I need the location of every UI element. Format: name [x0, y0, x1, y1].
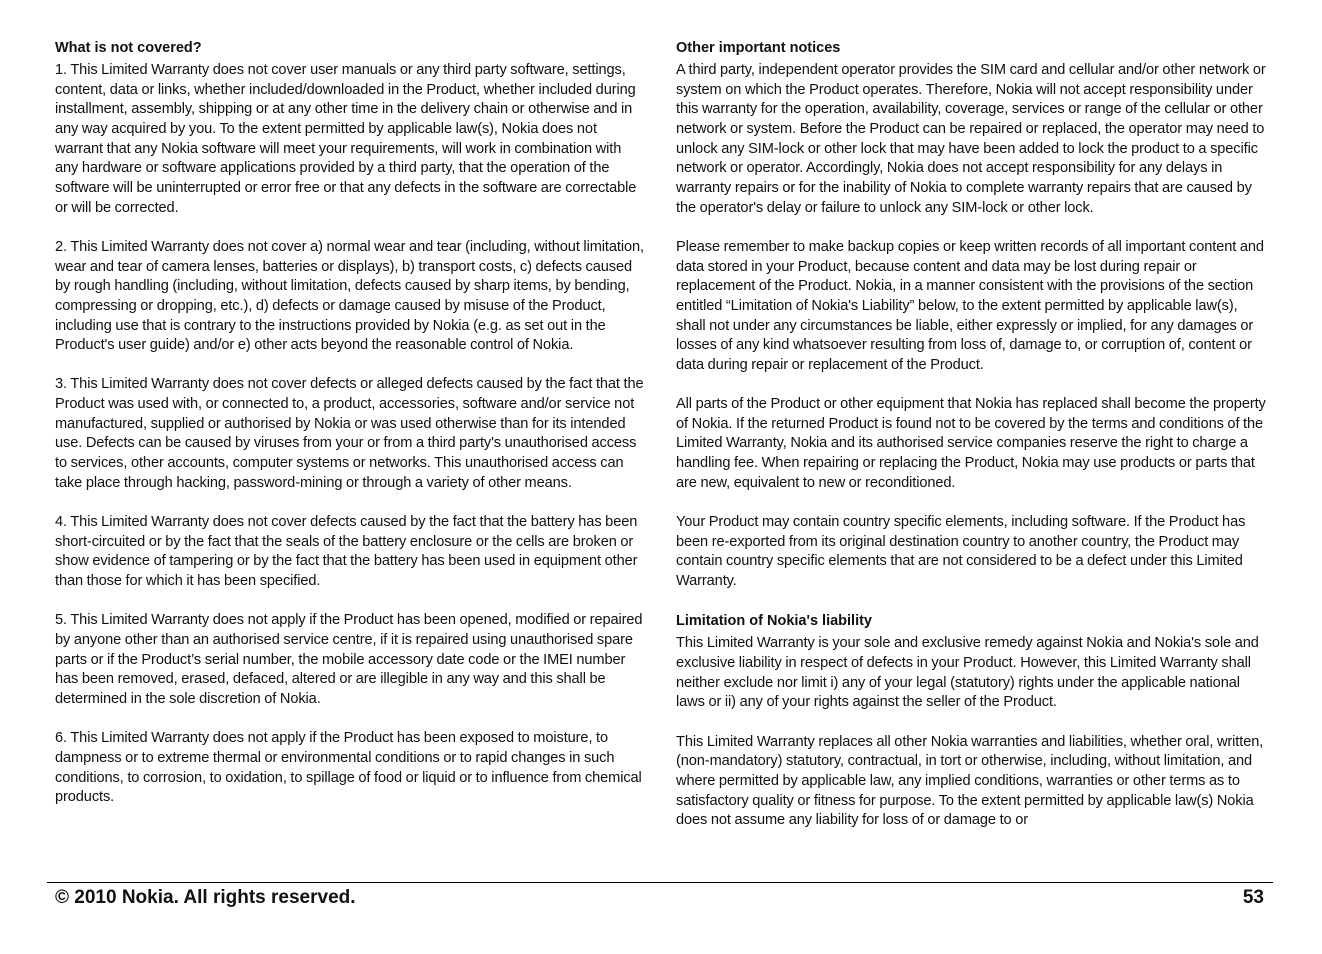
section-heading-liability: Limitation of Nokia's liability [676, 613, 872, 630]
footer-copyright: © 2010 Nokia. All rights reserved. [55, 887, 356, 908]
paragraph-not-covered-3: 3. This Limited Warranty does not cover defects or alleged defects caused by the fact that the Product was used with, or connected to, a product, accessories, software and/or service not manufactured, supplied or authorised by Nokia or was used otherwise than for its intended use. Defects can be caused by viruses from your or from a third party's unauthorised access to services, other accounts, computer systems or networks. This unauthorised access can take place through hacking, password-mining or through a variety of other means. [55, 376, 644, 491]
paragraph-not-covered-2: 2. This Limited Warranty does not cover a) normal wear and tear (including, without limitation, wear and tear of camera lenses, batteries or displays), b) transport costs, c) defects caused by rough handling (including, without limitation, defects caused by sharp items, by bending, compressing or dropping, etc.), d) defects or damage caused by misuse of the Product, including use that is contrary to the instructions provided by Nokia (e.g. as set out in the Product's user guide) and/or e) other acts beyond the reasonable control of Nokia. [55, 238, 644, 354]
paragraph-not-covered-5: 5. This Limited Warranty does not apply if the Product has been opened, modified or repaired by anyone other than an authorised service centre, if it is repaired using unauthorised spare parts or if the Product’s serial number, the mobile accessory date code or the IMEI number has been removed, erased, defaced, altered or are illegible in any way and this shall be determined in the sole discretion of Nokia. [55, 612, 643, 707]
left-column [55, 38, 645, 828]
paragraph-liability-1: This Limited Warranty is your sole and exclusive remedy against Nokia and Nokia's sole and exclusive liability in respect of defects in your Product. However, this Limited Warranty shall neither exclude nor limit i) any of your legal (statutory) rights under the applicable national laws or ii) any of your rights against the seller of the Product. [676, 635, 1259, 711]
paragraph-notices-3: All parts of the Product or other equipment that Nokia has replaced shall become the property of Nokia. If the returned Product is found not to be covered by the terms and conditions of the Limited Warranty, Nokia and its authorised service companies reserve the right to charge a handling fee. When repairing or replacing the Product, Nokia may use products or parts that are new, equivalent to new or reconditioned. [676, 396, 1266, 491]
paragraph-not-covered-6: 6. This Limited Warranty does not apply if the Product has been exposed to moisture, to dampness or to extreme thermal or environmental conditions or to rapid changes in such conditions, to corrosion, to oxidation, to spillage of food or liquid or to influence from chemical products. [55, 730, 642, 806]
section-heading-not-covered: What is not covered? [55, 40, 202, 56]
footer-divider [47, 882, 1273, 883]
paragraph-notices-4: Your Product may contain country specific elements, including software. If the Product has been re-exported from its original destination country to another country, the Product may contain country specific elements that are not considered to be a defect under this Limited Warranty. [676, 514, 1246, 590]
paragraph-liability-2: This Limited Warranty replaces all other Nokia warranties and liabilities, whether oral, written, (non-mandatory) statutory, contractual, in tort or otherwise, including, without limitation, and where permitted by applicable law, any implied conditions, warranties or other terms as to satisfactory quality or fitness for purpose. To the extent permitted by applicable law(s) Nokia does not assume any liability for loss of or damage to or [676, 733, 1264, 829]
section-heading-other-notices: Other important notices [676, 40, 841, 56]
right-column [676, 38, 1266, 851]
paragraph-not-covered-4: 4. This Limited Warranty does not cover defects caused by the fact that the battery has been short-circuited or by the fact that the seals of the battery enclosure or the cells are broken or show evidence of tampering or by the fact that the battery has been used in equipment other than those for which it has been specified. [55, 514, 638, 590]
paragraph-notices-2: Please remember to make backup copies or keep written records of all important content and data stored in your Product, because content and data may be lost during repair or replacement of the Product. Nokia, in a manner consistent with the provisions of the section entitled “Limitation of Nokia's Liability” below, to the extent permitted by applicable law(s), shall not under any circumstances be liable, either expressly or implied, for any damages or losses of any kind whatsoever resulting from loss of, damage to, or corruption of, content or data during repair or replacement of the Product. [676, 238, 1264, 373]
paragraph-notices-1: A third party, independent operator provides the SIM card and cellular and/or other network or system on which the Product operates. Therefore, Nokia will not accept responsibility under this warranty for the operation, availability, coverage, services or range of the cellular or other network or system. Before the Product can be repaired or replaced, the operator may need to unlock any SIM-lock or other lock that may have been added to lock the product to a specific network or operator. Accordingly, Nokia does not accept responsibility for any delays in warranty repairs or for the inability of Nokia to complete warranty repairs that are caused by the operator's delay or failure to unlock any SIM-lock or other lock. [676, 62, 1266, 216]
paragraph-not-covered-1: 1. This Limited Warranty does not cover user manuals or any third party software, settings, content, data or links, whether included/downloaded in the Product, whether included during installment, assembly, shipping or at any other time in the delivery chain or otherwise and in any way acquired by you. To the extent permitted by applicable law(s), Nokia does not warrant that any Nokia software will meet your requirements, will work in combination with any hardware or software applications provided by a third party, that the operation of the software will be uninterrupted or error free or that any defects in the software are correctable or will be corrected. [55, 62, 637, 216]
page-number: 53 [1242, 887, 1264, 908]
